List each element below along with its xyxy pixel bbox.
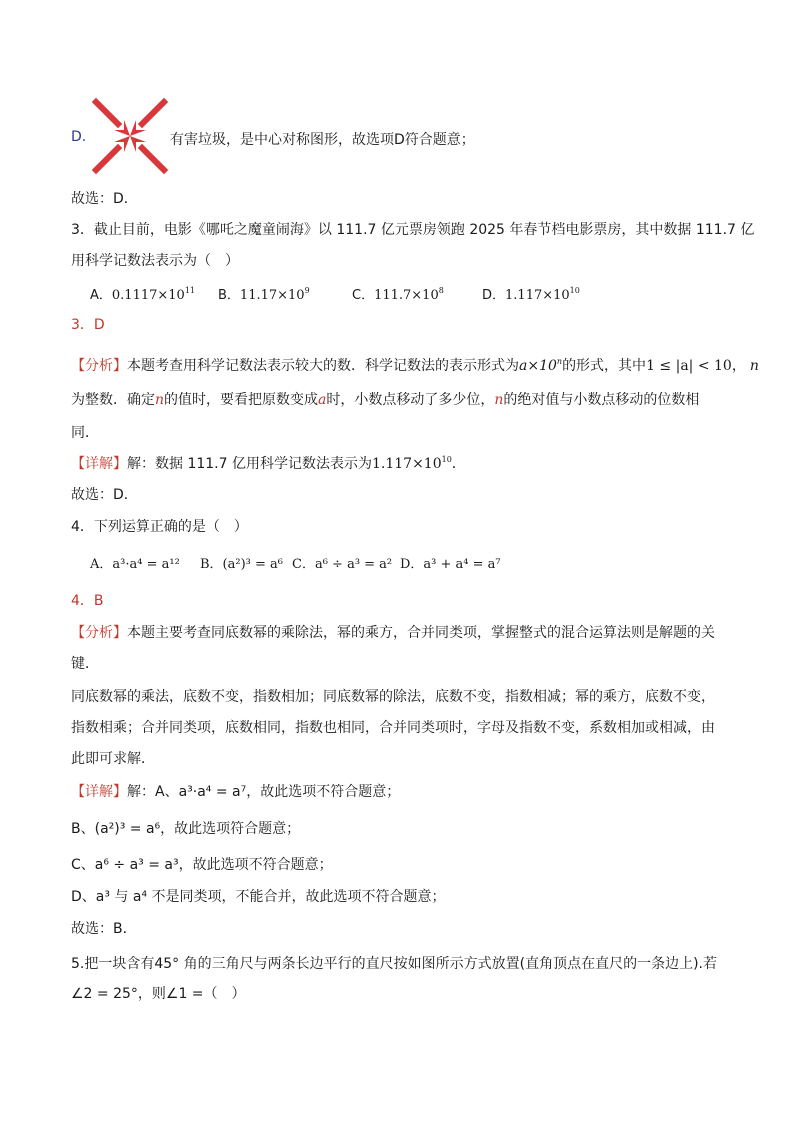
q4-option-a: A．a³·a⁴ = a¹² [90,557,180,572]
q3-analysis-line1: 【分析】本题考查用科学记数法表示较大的数．科学记数法的表示形式为$a\times 10^n$的形式，其中1 ≤ |a| < 10， n [71,357,759,374]
q3-detail: 【详解】解：数据 111.7 亿用科学记数法表示为$1.117\times 10^{10}$． [71,455,466,472]
q4-detail-b: B、(a²)³ = a⁶，故此选项符合题意； [71,821,301,837]
harmful-waste-icon [90,96,170,176]
q5-stem-line1: 5.把一块含有45° 角的三角尺与两条长边平行的直尺按如图所示方式放置(直角顶点在直尺的一条边上).若 [71,956,717,972]
q5-stem-line2: ∠2 = 25°，则∠1 =（ ） [71,986,246,1002]
q4-option-c: C．a⁶ ÷ a³ = a² [292,557,393,572]
detail-tag: 【详解】 [71,456,127,472]
q3-option-a: A．$0.1117\times 10^{11}$ [90,286,196,303]
q4-analysis-line2: 键． [71,656,99,672]
analysis-tag: 【分析】 [71,625,127,641]
option-d-label: D. [71,129,87,145]
q4-detail-d: D、a³ 与 a⁴ 不是同类项，不能合并，故此选项不符合题意； [71,889,446,905]
q4-detail-a: 【详解】解：A、a³·a⁴ = a⁷，故此选项不符合题意； [71,784,401,800]
q3-option-d: D．$1.117\times 10^{10}$ [482,286,580,303]
q2-answer: 故选：D． [71,191,138,207]
analysis-tag: 【分析】 [71,358,127,374]
q4-option-d: D．a³ + a⁴ = a⁷ [400,557,501,572]
q3-stem-line1: 3．截止目前，电影《哪吒之魔童闹海》以 111.7 亿元票房领跑 2025 年春节档电影票房，其中数据 111.7 亿 [71,222,755,238]
q3-option-c: C．$111.7\times 10^8$ [352,286,444,303]
option-d-text: 有害垃圾，是中心对称图形，故选项D符合题意； [170,132,475,148]
q3-choose: 故选：D． [71,487,138,503]
q3-stem-line2: 用科学记数法表示为（ ） [71,253,239,269]
q4-detail-c: C、a⁶ ÷ a³ = a³，故此选项不符合题意； [71,857,333,873]
q4-rule-line1: 同底数幂的乘法，底数不变，指数相加；同底数幂的除法，底数不变，指数相减；幂的乘方，底数不变， [71,689,715,705]
q3-analysis-line2: 为整数．确定n的值时，要看把原数变成a时，小数点移动了多少位，n的绝对值与小数点移动的位数相 [71,392,700,408]
q4-choose: 故选：B． [71,921,137,937]
q4-rule-line3: 此即可求解． [71,751,155,767]
q4-answer-key: 4．B [71,593,104,609]
q3-answer-key: 3．D [71,317,105,333]
q4-stem: 4．下列运算正确的是（ ） [71,519,248,535]
q4-option-b: B．(a²)³ = a⁶ [200,557,283,572]
detail-tag: 【详解】 [71,784,127,800]
q4-analysis-line1: 【分析】本题主要考查同底数幂的乘除法，幂的乘方，合并同类项，掌握整式的混合运算法则是解题的关 [71,625,715,641]
q3-option-b: B．$11.17\times 10^9$ [218,286,310,303]
q4-rule-line2: 指数相乘；合并同类项，底数相同，指数也相同，合并同类项时，字母及指数不变，系数相加或相减，由 [71,720,715,736]
q3-analysis-line3: 同． [71,425,99,441]
